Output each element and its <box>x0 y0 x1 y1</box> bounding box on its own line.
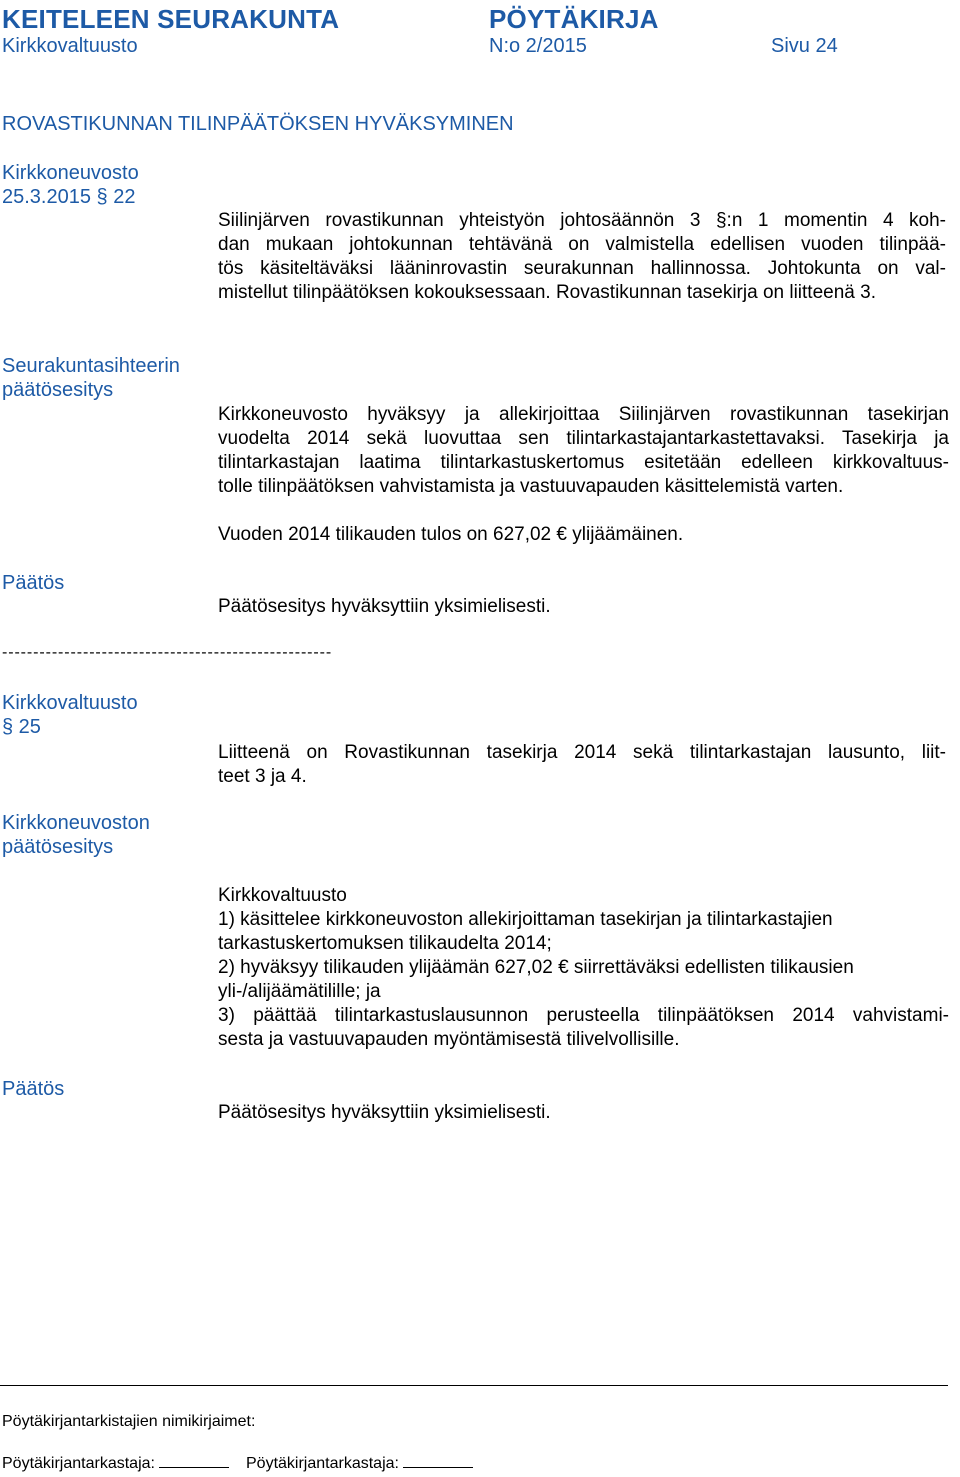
proposal-line: sesta ja vastuuvapauden myöntämisestä tilivelvollisille. <box>218 1029 680 1050</box>
proposal-line: tilintarkastajan laatima tilintarkastuskertomus esitetään edelleen kirkkovaltuus- <box>218 452 949 473</box>
header-page: Sivu 24 <box>771 35 838 57</box>
attachment-line: Liitteenä on Rovastikunnan tasekirja 2014 sekä tilintarkastajan lausunto, liit- <box>218 742 946 763</box>
section2-proposal-label-line2: päätösesitys <box>2 836 114 858</box>
section2-decision-text: Päätösesitys hyväksyttiin yksimielisesti. <box>218 1102 551 1123</box>
proposal-line: 2) hyväksyy tilikauden ylijäämän 627,02 € siirrettäväksi edellisten tilikausien <box>218 957 854 978</box>
header-number: N:o 2/2015 <box>489 35 587 57</box>
section1-proposal-label-line1: Seurakuntasihteerin <box>2 355 180 377</box>
section-separator: ----------------------------------------------------- <box>2 644 333 661</box>
section2-attachment-paragraph <box>218 741 946 789</box>
intro-line: Siilinjärven rovastikunnan yhteistyön johtosäännön 3 §:n 1 momentin 4 koh- <box>218 210 946 231</box>
section1-proposal-paragraph <box>218 403 949 499</box>
section2-proposal-label-line1: Kirkkoneuvoston <box>2 812 150 834</box>
header-body: Kirkkovaltuusto <box>2 35 138 57</box>
proposal-line: Kirkkovaltuusto <box>218 885 347 906</box>
proposal-line: tolle tilinpäätöksen vahvistamista ja vastuuvapauden käsittelemistä varten. <box>218 476 844 497</box>
section1-result-line: Vuoden 2014 tilikauden tulos on 627,02 € ylijäämäinen. <box>218 524 684 545</box>
footer-checker-2 <box>246 1453 473 1473</box>
footer-checker-1 <box>2 1453 229 1473</box>
section1-body-label: Kirkkoneuvosto <box>2 162 139 184</box>
proposal-line: 1) käsittelee kirkkoneuvoston allekirjoittaman tasekirjan ja tilintarkastajien <box>218 909 833 930</box>
section1-intro-paragraph <box>218 209 946 305</box>
organization-name: KEITELEEN SEURAKUNTA <box>2 4 340 34</box>
section1-decision-label: Päätös <box>2 572 65 594</box>
proposal-line: yli-/alijäämätilille; ja <box>218 981 381 1002</box>
section2-proposal-paragraph <box>218 884 949 1052</box>
footer-rule <box>0 1385 948 1386</box>
proposal-line: 3) päättää tilintarkastuslausunnon perusteella tilinpäätöksen 2014 vahvistami- <box>218 1005 949 1026</box>
section2-body-label: Kirkkovaltuusto <box>2 692 138 714</box>
section1-date-ref: 25.3.2015 § 22 <box>2 186 136 208</box>
attachment-line: teet 3 ja 4. <box>218 766 307 787</box>
document-type: PÖYTÄKIRJA <box>489 4 659 34</box>
intro-line: tös käsiteltäväksi lääninrovastin seurakunnan hallinnossa. Johtokunta on val- <box>218 258 946 279</box>
section1-proposal-label-line2: päätösesitys <box>2 379 114 401</box>
signature-line <box>403 1453 473 1468</box>
proposal-line: tarkastuskertomuksen tilikaudelta 2014; <box>218 933 552 954</box>
section2-ref: § 25 <box>2 716 41 738</box>
signature-line <box>159 1453 229 1468</box>
intro-line: dan mukaan johtokunnan tehtävänä on valmistella edellisen vuoden tilinpää- <box>218 234 946 255</box>
footer-checker-2-label: Pöytäkirjantarkastaja: <box>246 1455 399 1472</box>
section2-decision-label: Päätös <box>2 1078 65 1100</box>
footer-initials-label: Pöytäkirjantarkistajien nimikirjaimet: <box>2 1413 256 1430</box>
intro-line: mistellut tilinpäätöksen kokouksessaan. Rovastikunnan tasekirja on liitteenä 3. <box>218 282 876 303</box>
document-title: ROVASTIKUNNAN TILINPÄÄTÖKSEN HYVÄKSYMINEN <box>2 113 514 135</box>
section1-decision-text: Päätösesitys hyväksyttiin yksimielisesti. <box>218 596 551 617</box>
footer-checker-1-label: Pöytäkirjantarkastaja: <box>2 1455 155 1472</box>
proposal-line: Kirkkoneuvosto hyväksyy ja allekirjoittaa Siilinjärven rovastikunnan tasekirjan <box>218 404 949 425</box>
proposal-line: vuodelta 2014 sekä luovuttaa sen tilintarkastajantarkastettavaksi. Tasekirja ja <box>218 428 949 449</box>
